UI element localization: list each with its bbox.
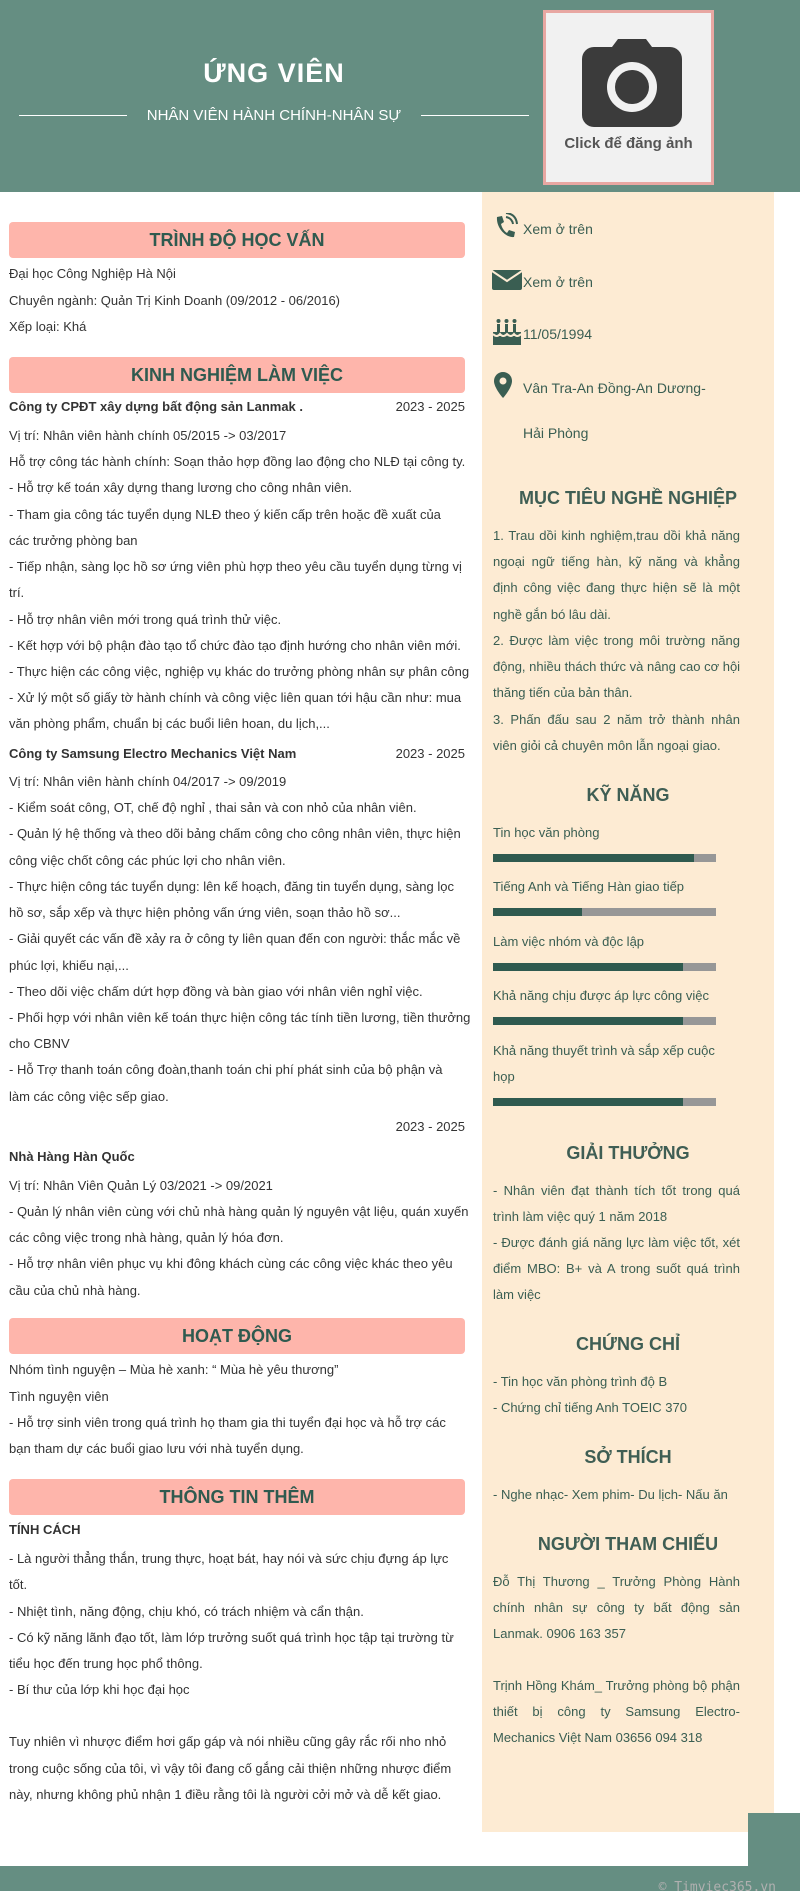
objective-line: thăng tiến của bản thân.: [493, 685, 633, 700]
job-detail-line: - Tiếp nhận, sàng lọc hồ sơ ứng viên phù hợp theo yêu cầu tuyển dụng từng vị: [9, 559, 462, 574]
job-detail-line: Hỗ trợ công tác hành chính: Soạn thảo hợp đồng lao động cho NLĐ tại công ty.: [9, 454, 466, 469]
phone-icon: [492, 213, 518, 241]
job-detail-line: - Hỗ trợ nhân viên phục vụ khi đông khách cùng các công việc khác theo yêu: [9, 1256, 453, 1271]
personality-line: tốt.: [9, 1577, 28, 1592]
job-company: Nhà Hàng Hàn Quốc: [9, 1149, 135, 1164]
hobbies-heading: SỞ THÍCH: [584, 1447, 672, 1467]
job-detail-line: trí.: [9, 585, 25, 600]
education-line: Chuyên ngành: Quản Trị Kinh Doanh (09/2012 - 06/2016): [9, 293, 341, 308]
award-line: làm việc: [493, 1287, 541, 1302]
objective-heading: MỤC TIÊU NGHỀ NGHIỆP: [518, 488, 737, 508]
education-heading: TRÌNH ĐỘ HỌC VẤN: [9, 222, 465, 258]
job-detail-line: cầu của chủ nhà hàng.: [9, 1283, 141, 1298]
additional-info-heading: THÔNG TIN THÊM: [9, 1479, 465, 1515]
closing-line: trong cuộc sống của tôi, vì vậy tôi đang cố gắng cải thiện những nhược điểm: [9, 1761, 452, 1776]
watermark: © Timviec365.vn: [658, 1880, 776, 1895]
job-detail-line: - Quản lý hệ thống và theo dõi bảng chấm công cho công nhân viên, thực hiện: [9, 826, 461, 841]
job-company: Công ty Samsung Electro Mechanics Việt Nam: [9, 746, 297, 761]
objective-line: 1. Trau dồi kinh nghiệm,trau dồi khả năng: [493, 528, 740, 543]
job-detail-line: - Hỗ Trợ thanh toán công đoàn,thanh toán chi phí phát sinh của bộ phận và: [9, 1062, 443, 1077]
contact-phone: Xem ở trên: [523, 221, 593, 237]
job-detail-line: - Kết hợp với bộ phận đào tạo tổ chức đào tạo định hướng cho nhân viên mới.: [9, 638, 461, 653]
envelope-icon: [492, 270, 522, 290]
job-detail-line: các công việc trong nhà hàng, quản lý hóa đơn.: [9, 1230, 284, 1245]
job-detail-line: Vị trí: Nhân Viên Quản Lý 03/2021 -> 09/2021: [9, 1178, 273, 1193]
skill-bar-fill: [493, 1098, 683, 1106]
job-detail-line: phúc lợi, khiếu nại,...: [9, 958, 129, 973]
personality-line: tiểu học đến trung học phổ thông.: [9, 1656, 203, 1671]
certificate-line: - Chứng chỉ tiếng Anh TOEIC 370: [493, 1400, 687, 1415]
job-detail-line: - Thực hiện công tác tuyển dụng: lên kế hoạch, đăng tin tuyển dụng, sàng lọc: [9, 879, 454, 894]
objective-line: động, nhiều thách thức và nâng cao cơ hội: [493, 659, 741, 674]
photo-upload-label: Click để đăng ảnh: [564, 135, 693, 152]
birthday-cake-icon: [492, 318, 522, 346]
job-detail-line: hồ sơ, sắp xếp và thực hiện phỏng vấn ứng viên, soạn thảo hồ sơ...: [9, 905, 401, 920]
job-detail-line: - Tham gia công tác tuyển dụng NLĐ theo ý kiến cấp trên hoặc đề xuất của: [9, 507, 441, 522]
skill-label: Tin học văn phòng: [493, 825, 600, 840]
skill-bar: [493, 963, 716, 971]
hobby-line: - Nghe nhạc- Xem phim- Du lịch- Nấu ăn: [493, 1487, 728, 1502]
job-title: NHÂN VIÊN HÀNH CHÍNH-NHÂN SỰ: [146, 106, 402, 124]
experience-heading: KINH NGHIỆM LÀM VIỆC: [9, 357, 465, 393]
corner-tab: [748, 1813, 800, 1866]
job-period: 2023 - 2025: [395, 746, 465, 761]
skill-label: Khả năng thuyết trình và sắp xếp cuộc: [493, 1043, 715, 1058]
activity-line: Tình nguyện viên: [9, 1389, 109, 1404]
contact-address-line: Vân Tra-An Đồng-An Dương-: [523, 380, 706, 396]
activity-line: Nhóm tình nguyện – Mùa hè xanh: “ Mùa hè yêu thương”: [9, 1362, 339, 1377]
skill-label: Làm việc nhóm và độc lập: [493, 934, 645, 949]
certificates-heading: CHỨNG CHỈ: [576, 1334, 680, 1354]
activity-line: - Hỗ trợ sinh viên trong quá trình họ tham gia thi tuyển đại học và hỗ trợ các: [9, 1415, 446, 1430]
job-detail-line: văn phòng phẩm, chuẩn bị các buổi liên hoan, du lịch,...: [9, 716, 330, 731]
skill-bar-fill: [493, 908, 582, 916]
candidate-name: ỨNG VIÊN: [203, 58, 345, 88]
award-line: trình làm việc quý 1 năm 2018: [493, 1209, 668, 1224]
job-detail-line: - Giải quyết các vấn đề xảy ra ở công ty liên quan đến con người: thắc mắc về: [9, 931, 461, 946]
objective-line: viên giỏi cả chuyên môn lẫn ngoại giao.: [493, 738, 721, 753]
skill-label: Tiếng Anh và Tiếng Hàn giao tiếp: [493, 879, 685, 894]
photo-upload[interactable]: [543, 10, 714, 185]
activities-heading: HOẠT ĐỘNG: [9, 1318, 465, 1354]
skill-bar-fill: [493, 963, 683, 971]
award-line: - Được đánh giá năng lực làm việc tốt, xét: [493, 1235, 740, 1250]
personality-line: - Là người thẳng thắn, trung thực, hoạt bát, hay nói và sức chịu đựng áp lực: [9, 1551, 449, 1566]
job-detail-line: - Phối hợp với nhân viên kế toán thực hiện công tác tính tiền lương, tiền thưởng: [9, 1010, 471, 1025]
map-marker-icon: [494, 372, 512, 398]
job-detail-line: - Xử lý một số giấy tờ hành chính và công việc liên quan tới hậu cần như: mua: [9, 690, 462, 705]
skill-label: Khả năng chịu được áp lực công việc: [493, 988, 709, 1003]
contact-birthday: 11/05/1994: [523, 326, 593, 342]
personality-subtitle: TÍNH CÁCH: [9, 1522, 81, 1537]
reference-line: Mechanics Việt Nam 03656 094 318: [493, 1730, 703, 1745]
references-heading: NGƯỜI THAM CHIẾU: [537, 1534, 719, 1554]
objective-line: định công việc đang thực hiện sẽ là một: [493, 580, 740, 595]
awards-heading: GIẢI THƯỞNG: [566, 1143, 690, 1163]
award-line: - Nhân viên đạt thành tích tốt trong quá: [493, 1183, 740, 1198]
personality-line: - Bí thư của lớp khi học đại học: [9, 1682, 190, 1697]
job-detail-line: - Hỗ trợ kế toán xây dựng thang lương cho công nhân viên.: [9, 480, 353, 495]
certificate-line: - Tin học văn phòng trình độ B: [493, 1374, 668, 1389]
personality-line: - Có kỹ năng lãnh đạo tốt, làm lớp trưởng suốt quá trình học tập tại trường từ: [9, 1630, 454, 1645]
job-period: 2023 - 2025: [395, 1119, 465, 1134]
divider-line: [421, 115, 529, 116]
job-detail-line: - Quản lý nhân viên cùng với chủ nhà hàng quản lý nguyên vật liệu, quán xuyến: [9, 1204, 469, 1219]
job-detail-line: công việc chốt công các phúc lợi cho nhân viên.: [9, 853, 286, 868]
personality-line: - Nhiệt tình, năng động, chịu khó, có trách nhiệm và cẩn thận.: [9, 1604, 364, 1619]
job-detail-line: các trưởng phòng ban: [9, 533, 138, 548]
reference-line: thiết bị công ty Samsung Electro-: [493, 1704, 740, 1719]
objective-line: nghề gắn bó lâu dài.: [493, 607, 611, 622]
job-period: 2023 - 2025: [395, 399, 465, 414]
divider-line: [19, 115, 127, 116]
contact-address-line: Hải Phòng: [523, 425, 589, 441]
closing-line: này, nhưng không phủ nhận 1 điều rằng tôi là người cởi mở và dễ kết giao.: [9, 1787, 442, 1802]
reference-line: Trịnh Hồng Khám_ Trưởng phòng bộ phận: [493, 1678, 740, 1693]
reference-line: Đỗ Thị Thương _ Trưởng Phòng Hành: [493, 1574, 740, 1589]
job-title-row: [20, 103, 528, 127]
award-line: điểm MBO: B+ và A trong suốt quá trình: [493, 1261, 740, 1276]
job-detail-line: làm các công việc sếp giao.: [9, 1089, 169, 1104]
skill-bar: [493, 854, 716, 862]
job-detail-line: - Kiểm soát công, OT, chế độ nghỉ , thai sản và con nhỏ của nhân viên.: [9, 800, 417, 815]
job-detail-line: Vị trí: Nhân viên hành chính 04/2017 -> 09/2019: [9, 774, 287, 789]
camera-icon: [582, 39, 682, 129]
objective-line: 2. Được làm việc trong môi trường năng: [493, 633, 740, 648]
job-detail-line: cho CBNV: [9, 1036, 70, 1051]
reference-line: chính nhân sự công ty bất động sản: [493, 1600, 740, 1615]
job-detail-line: - Thực hiện các công việc, nghiệp vụ khác do trưởng phòng nhân sự phân công: [9, 664, 470, 679]
skill-label: họp: [493, 1069, 515, 1084]
objective-line: 3. Phấn đấu sau 2 năm trở thành nhân: [493, 712, 740, 727]
skills-heading: KỸ NĂNG: [586, 785, 670, 805]
skill-bar: [493, 1017, 716, 1025]
skill-bar: [493, 1098, 716, 1106]
skill-bar-fill: [493, 1017, 683, 1025]
activity-line: bạn tham dự các buổi giao lưu với nhà tuyển dụng.: [9, 1441, 304, 1456]
job-detail-line: - Theo dõi việc chấm dứt hợp đồng và bàn giao với nhân viên nghỉ việc.: [9, 984, 423, 999]
job-detail-line: Vị trí: Nhân viên hành chính 05/2015 -> 03/2017: [9, 428, 287, 443]
contact-email: Xem ở trên: [523, 274, 593, 290]
job-detail-line: - Hỗ trợ nhân viên mới trong quá trình thử việc.: [9, 612, 282, 627]
objective-line: ngoại ngữ tiếng hàn, kỹ năng và khẳng: [493, 554, 740, 569]
job-company: Công ty CPĐT xây dựng bất động sản Lanmak .: [9, 399, 303, 414]
skill-bar-fill: [493, 854, 694, 862]
education-line: Xếp loại: Khá: [9, 319, 87, 334]
closing-line: Tuy nhiên vì nhược điểm hơi gấp gáp và nói nhiều cũng gây rắc rối nho nhỏ: [9, 1734, 447, 1749]
education-line: Đại học Công Nghiệp Hà Nội: [9, 266, 176, 281]
skill-bar: [493, 908, 716, 916]
reference-line: Lanmak. 0906 163 357: [493, 1626, 626, 1641]
